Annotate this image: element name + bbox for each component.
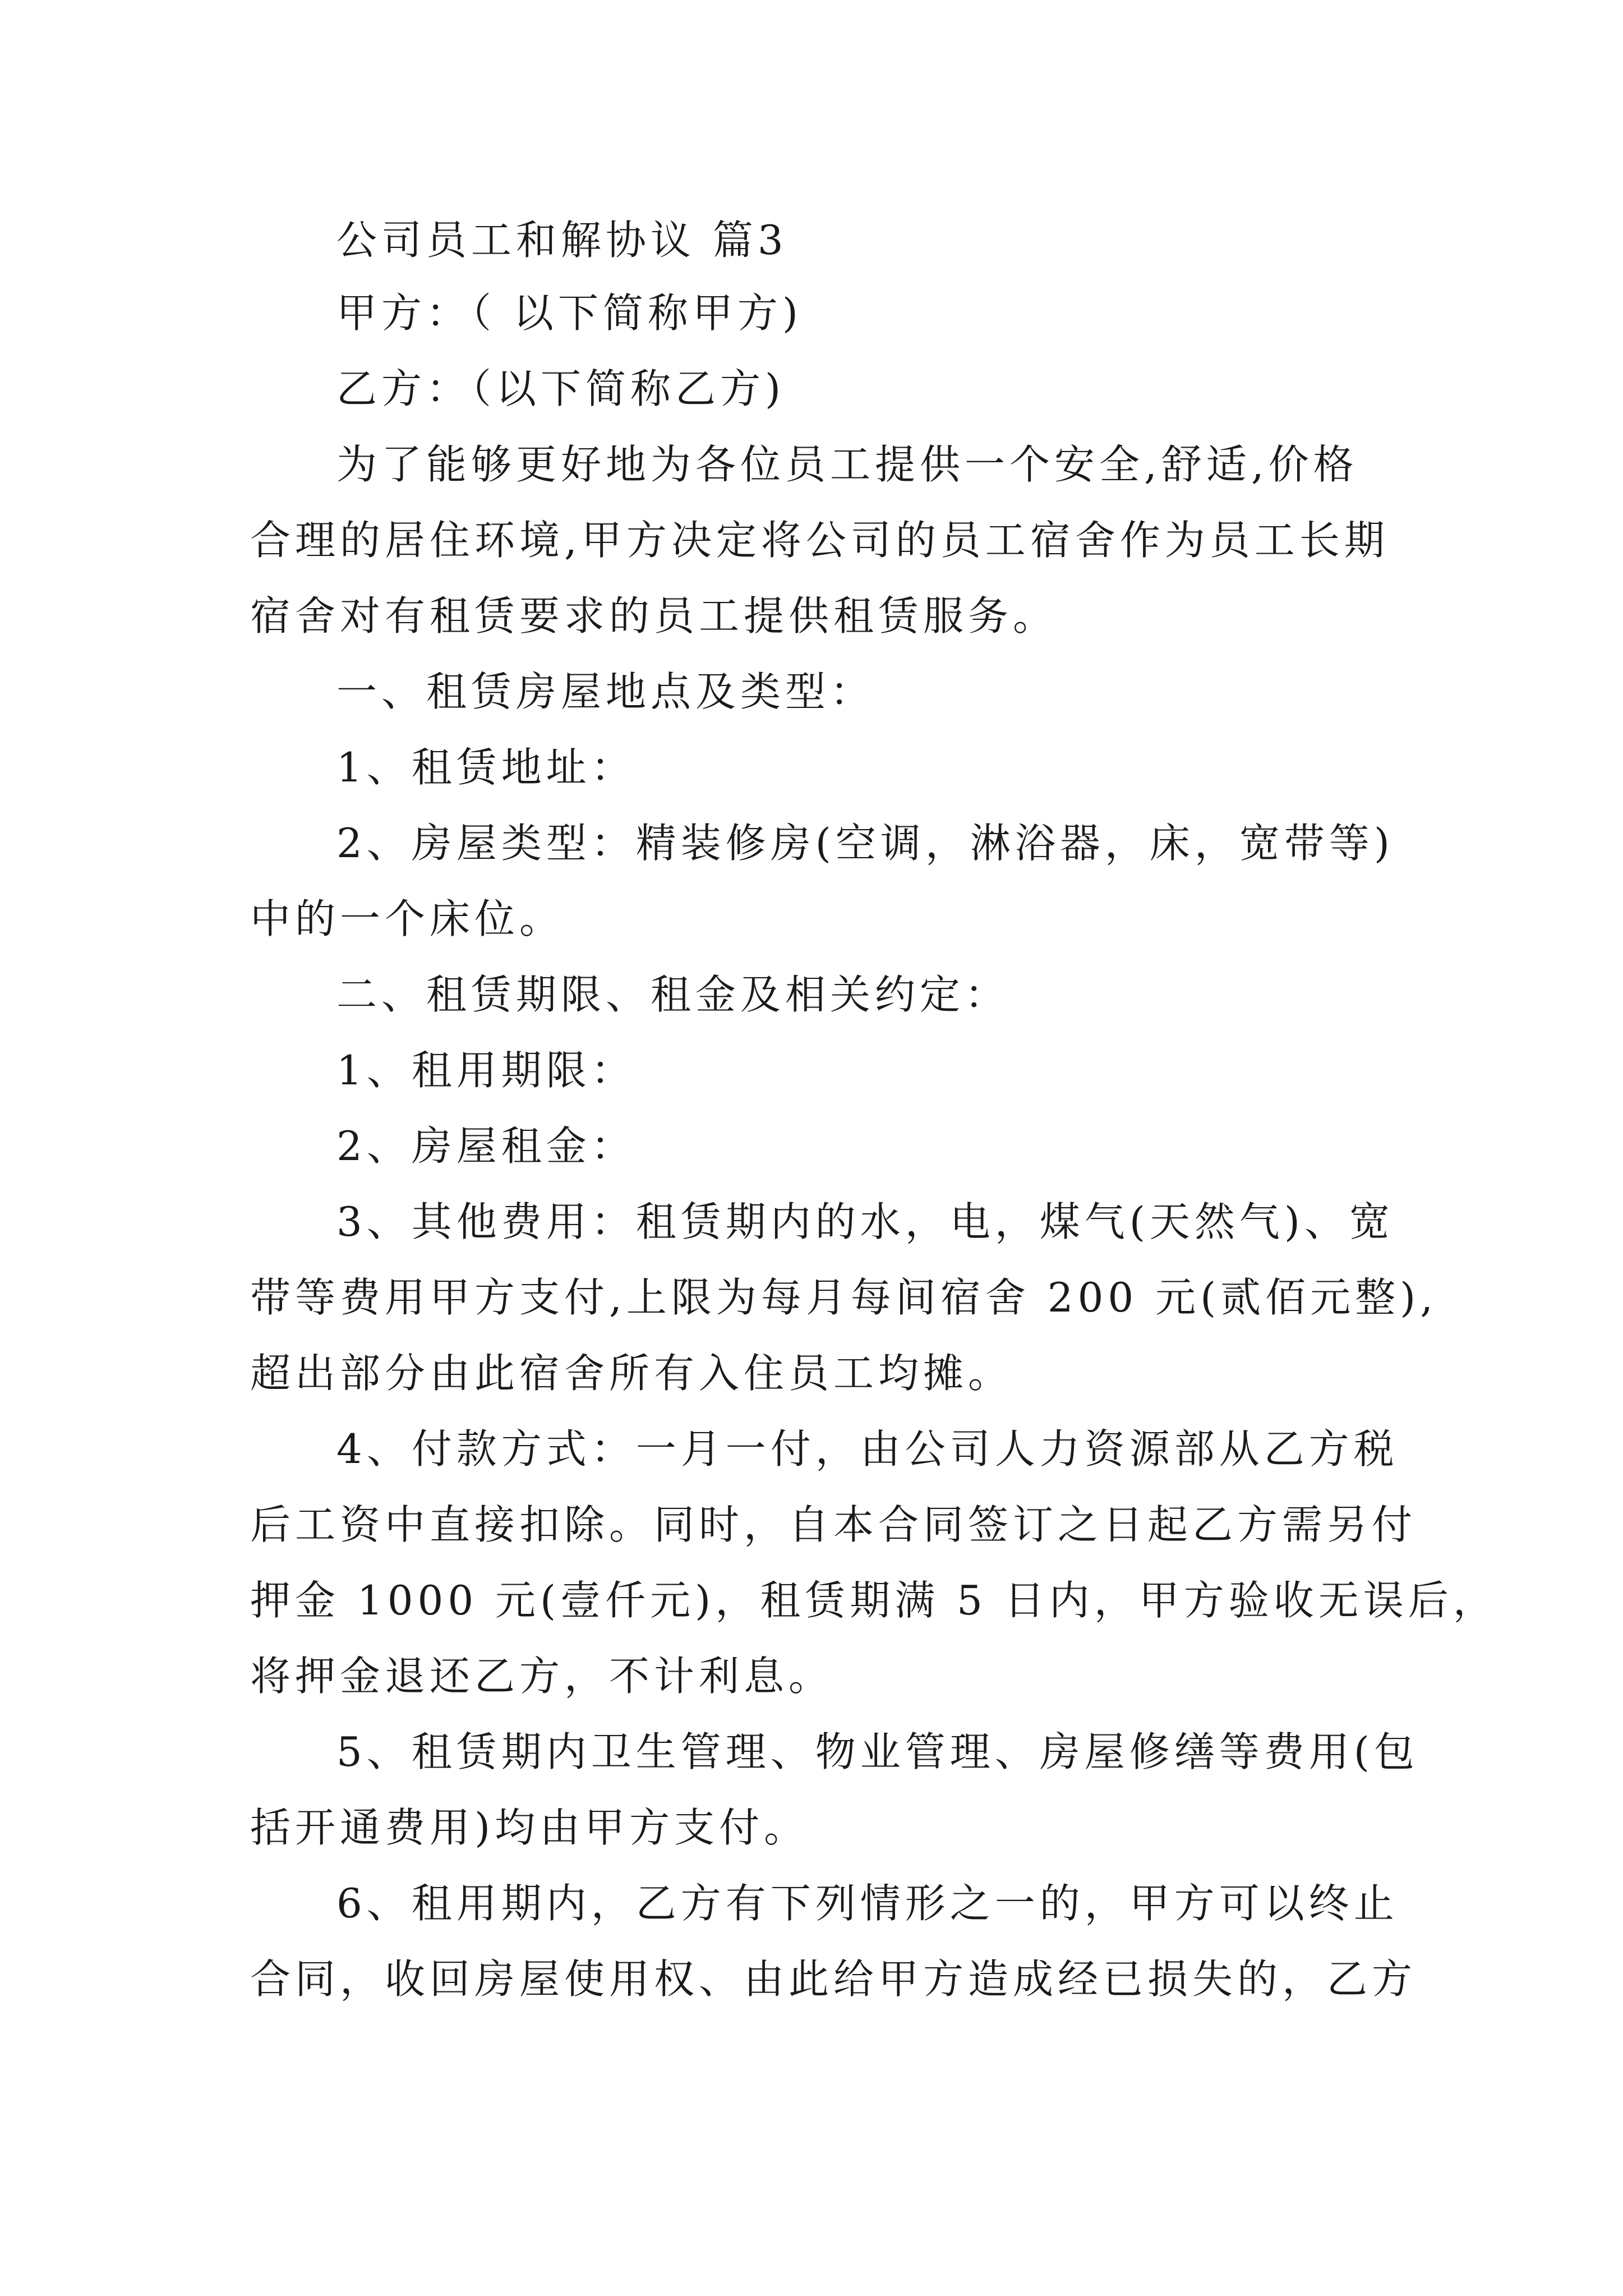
party-a-line: 甲方：（ 以下简称甲方) [336, 289, 803, 337]
section-2-heading: 二、租赁期限、租金及相关约定： [336, 971, 1010, 1018]
s1-item-2-line-1: 2、房屋类型：精装修房(空调，淋浴器，床，宽带等) [336, 820, 1394, 867]
s2-item-2: 2、房屋租金： [336, 1122, 636, 1170]
s2-item-4-line-1: 4、付款方式：一月一付，由公司人力资源部从乙方税 [336, 1425, 1399, 1473]
intro-line-3: 宿舍对有租赁要求的员工提供租赁服务。 [250, 592, 1058, 639]
s2-item-6-line-1: 6、租用期内，乙方有下列情形之一的，甲方可以终止 [336, 1880, 1399, 1927]
intro-line-2: 合理的居住环境,甲方决定将公司的员工宿舍作为员工长期 [250, 517, 1389, 564]
s2-item-3-line-3: 超出部分由此宿舍所有入住员工均摊。 [250, 1350, 1013, 1397]
section-1-heading: 一、租赁房屋地点及类型： [336, 668, 875, 715]
intro-line-1: 为了能够更好地为各位员工提供一个安全,舒适,价格 [336, 441, 1358, 488]
s1-item-2-line-2: 中的一个床位。 [250, 895, 565, 942]
s2-item-4-line-4: 将押金退还乙方，不计利息。 [250, 1653, 834, 1700]
s2-item-1: 1、租用期限： [336, 1047, 636, 1094]
party-b-line: 乙方：（以下简称乙方) [336, 365, 786, 412]
s2-item-6-line-2: 合同，收回房屋使用权、由此给甲方造成经已损失的，乙方 [250, 1955, 1417, 2003]
s2-item-3-line-2: 带等费用甲方支付,上限为每月每间宿舍 200 元(贰佰元整), [250, 1274, 1438, 1321]
s2-item-4-line-3: 押金 1000 元(壹仟元)，租赁期满 5 日内，甲方验收无误后， [250, 1577, 1498, 1624]
s2-item-5-line-1: 5、租赁期内卫生管理、物业管理、房屋修缮等费用(包 [336, 1728, 1419, 1775]
s2-item-5-line-2: 括开通费用)均由甲方支付。 [250, 1804, 809, 1851]
document-title: 公司员工和解协议 篇3 [336, 217, 788, 264]
s1-item-1: 1、租赁地址： [336, 744, 636, 791]
s2-item-4-line-2: 后工资中直接扣除。同时，自本合同签订之日起乙方需另付 [250, 1501, 1417, 1548]
s2-item-3-line-1: 3、其他费用：租赁期内的水，电，煤气(天然气)、宽 [336, 1198, 1394, 1245]
